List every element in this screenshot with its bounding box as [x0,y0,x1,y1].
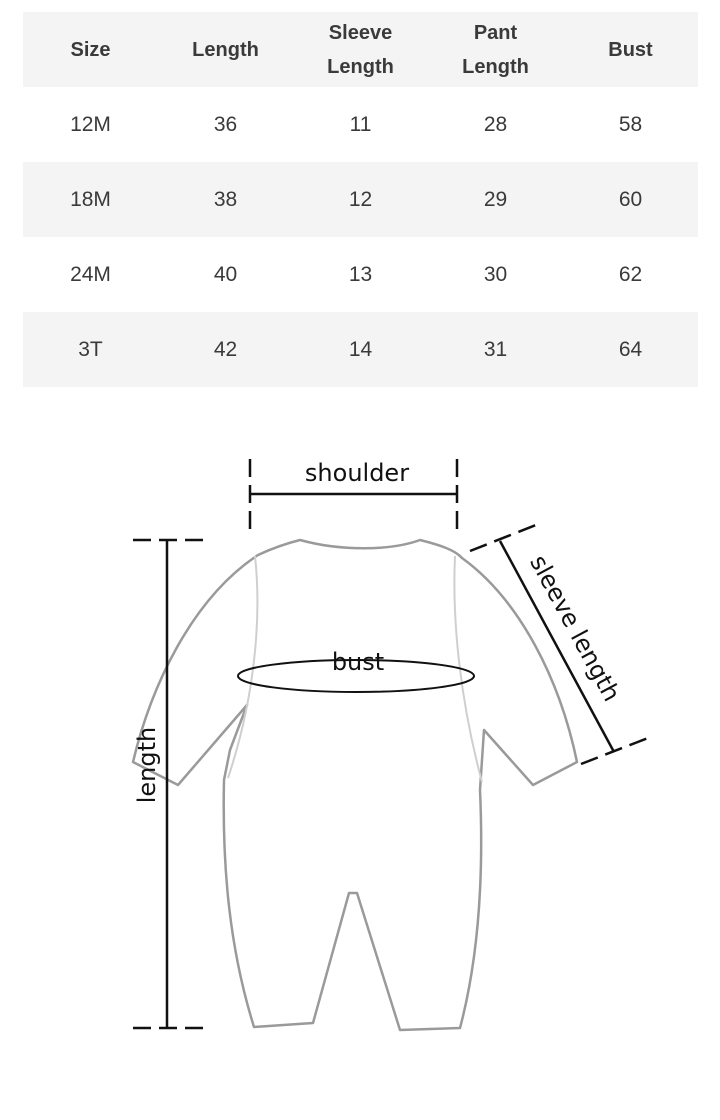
shoulder-label: shoulder [304,459,410,487]
table-cell-length: 36 [213,112,238,136]
header-pant-length: Pant Length [462,21,529,78]
romper-outline [133,540,577,1030]
table-header-row [23,12,698,87]
sleeve-length-label: sleeve length [524,550,626,707]
table-cell-length: 38 [213,187,238,211]
table-cell-pant-length: 28 [483,112,508,136]
measurement-diagram [0,440,720,1060]
size-chart-table [23,12,698,387]
table-row [23,162,698,237]
header-sleeve-length: Sleeve Length [327,21,394,78]
table-row [23,237,698,312]
table-cell-size: 24M [70,262,111,286]
table-cell-size: 12M [70,112,111,136]
table-row [23,312,698,387]
table-cell-sleeve-length: 14 [348,337,373,361]
table-row [23,87,698,162]
header-bust: Bust [608,38,653,61]
table-cell-sleeve-length: 11 [349,112,372,136]
header-size: Size [70,38,111,61]
table-cell-bust: 64 [618,337,643,361]
table-cell-bust: 60 [618,187,643,211]
table-cell-bust: 58 [618,112,643,136]
table-cell-length: 42 [213,337,238,361]
table-cell-bust: 62 [618,262,643,286]
table-cell-pant-length: 30 [483,262,508,286]
table-cell-size: 18M [70,187,111,211]
bust-label: bust [331,648,385,676]
table-cell-sleeve-length: 12 [348,187,373,211]
sleeve-measure [470,525,648,764]
header-length: Length [192,38,259,61]
length-label: length [133,726,161,804]
table-cell-size: 3T [78,337,103,361]
table-cell-pant-length: 31 [483,337,508,361]
table-cell-length: 40 [213,262,238,286]
table-cell-pant-length: 29 [483,187,508,211]
table-cell-sleeve-length: 13 [348,262,373,286]
romper-body-outline [133,540,577,1030]
